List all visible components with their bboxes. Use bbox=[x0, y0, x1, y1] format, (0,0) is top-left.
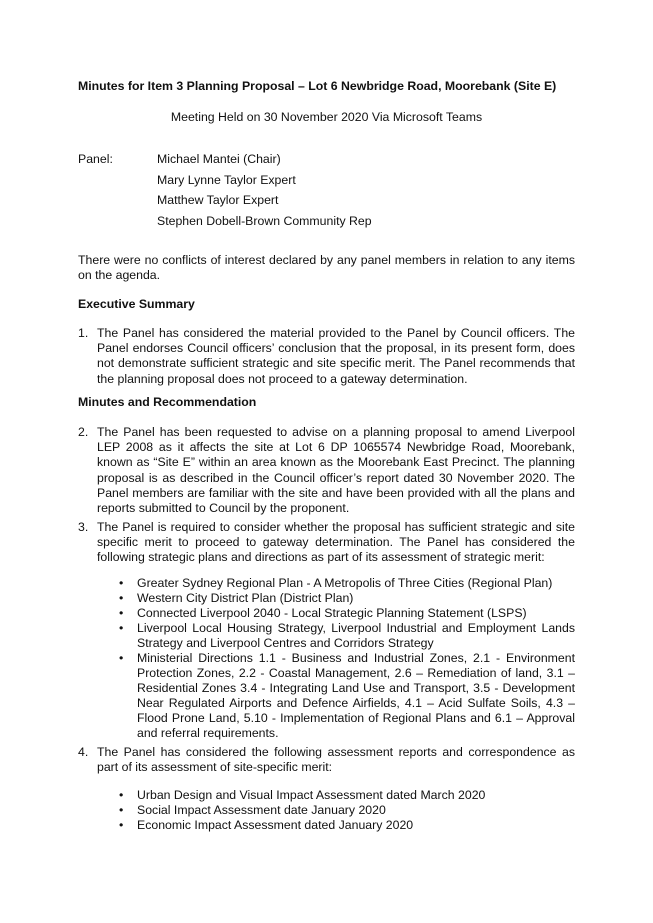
item-number: 1. bbox=[78, 326, 89, 340]
item-text: The Panel has considered the following assessment reports and correspondence as part of its assessment of site-specific merit: bbox=[97, 745, 575, 775]
executive-summary-heading: Executive Summary bbox=[78, 297, 195, 311]
item-text: The Panel is required to consider whether the proposal has sufficient strategic and site specific merit to proceed to gateway determination. The Panel has considered the following strategic plans and directions as part of its assessment of strategic merit: bbox=[97, 520, 575, 565]
list-item: • Greater Sydney Regional Plan - A Metropolis of Three Cities (Regional Plan) bbox=[119, 576, 553, 590]
meeting-info: Meeting Held on 30 November 2020 Via Microsoft Teams bbox=[170, 110, 483, 124]
bullet-icon: • bbox=[119, 788, 124, 802]
conflicts-statement: There were no conflicts of interest declared by any panel members in relation to any items on the agenda. bbox=[78, 253, 575, 283]
assessment-reports-list bbox=[117, 788, 575, 833]
list-item: • Western City District Plan (District Plan) bbox=[119, 591, 354, 605]
item-text: The Panel has been requested to advise on a planning proposal to amend Liverpool LEP 2008 as it affects the site at Lot 6 DP 1065574 Newbridge Road, Moorebank, known as “Site E” within an area known as the Moorebank East Precinct. The planning proposal is as described in the Council officer’s report dated 30 November 2020. The Panel members are familiar with the site and have been provided with all the plans and reports submitted to Council by the proponent. bbox=[97, 425, 575, 516]
bullet-icon: • bbox=[119, 591, 124, 605]
panel-member: Michael Mantei (Chair) bbox=[157, 152, 281, 166]
strategic-plans-list bbox=[117, 576, 575, 741]
list-item: • Liverpool Local Housing Strategy, Liverpool Industrial and Employment Lands Strategy and Liverpool Centres and Corridors Strategy bbox=[119, 621, 575, 650]
item-number: 2. bbox=[78, 425, 89, 439]
bullet-icon: • bbox=[119, 803, 124, 817]
bullet-icon: • bbox=[119, 621, 124, 635]
panel-label: Panel: bbox=[78, 152, 113, 166]
bullet-icon: • bbox=[119, 651, 124, 665]
list-item: • Urban Design and Visual Impact Assessment dated March 2020 bbox=[119, 788, 486, 802]
list-item: • Connected Liverpool 2040 - Local Strategic Planning Statement (LSPS) bbox=[119, 606, 527, 620]
item-text: The Panel has considered the material provided to the Panel by Council officers. The Panel endorses Council officers’ conclusion that the proposal, in its present form, does not demonstrate sufficient strategic and site specific merit. The Panel recommends that the planning proposal does not proceed to a gateway determination. bbox=[97, 326, 575, 386]
bullet-icon: • bbox=[119, 576, 124, 590]
panel-members-list bbox=[157, 152, 372, 234]
panel-member: Stephen Dobell-Brown Community Rep bbox=[157, 213, 372, 228]
item-number: 4. bbox=[78, 745, 89, 759]
document-title: Minutes for Item 3 Planning Proposal – Lot 6 Newbridge Road, Moorebank (Site E) bbox=[78, 79, 557, 93]
list-item: • Social Impact Assessment date January 2020 bbox=[119, 803, 386, 817]
bullet-icon: • bbox=[119, 818, 124, 832]
bullet-icon: • bbox=[119, 606, 124, 620]
minutes-heading: Minutes and Recommendation bbox=[78, 395, 257, 409]
panel-member: Matthew Taylor Expert bbox=[157, 193, 279, 207]
panel-member: Mary Lynne Taylor Expert bbox=[157, 172, 296, 187]
list-item: • Ministerial Directions 1.1 - Business and Industrial Zones, 2.1 - Environment Protection Zones, 2.2 - Coastal Management, 2.6 – Remediation of land, 3.1 – Residential Zones 3.4 - Integrating Land Use and Transport, 3.5 - Development Near Regulated Airports and Defence Airfields, 4.1 – Acid Sulfate Soils, 4.3 – Flood Prone Land, 5.10 - Implementation of Regional Plans and 6.1 – Approval and referral requirements. bbox=[119, 651, 575, 740]
item-number: 3. bbox=[78, 520, 89, 534]
list-item: • Economic Impact Assessment dated January 2020 bbox=[119, 818, 414, 832]
